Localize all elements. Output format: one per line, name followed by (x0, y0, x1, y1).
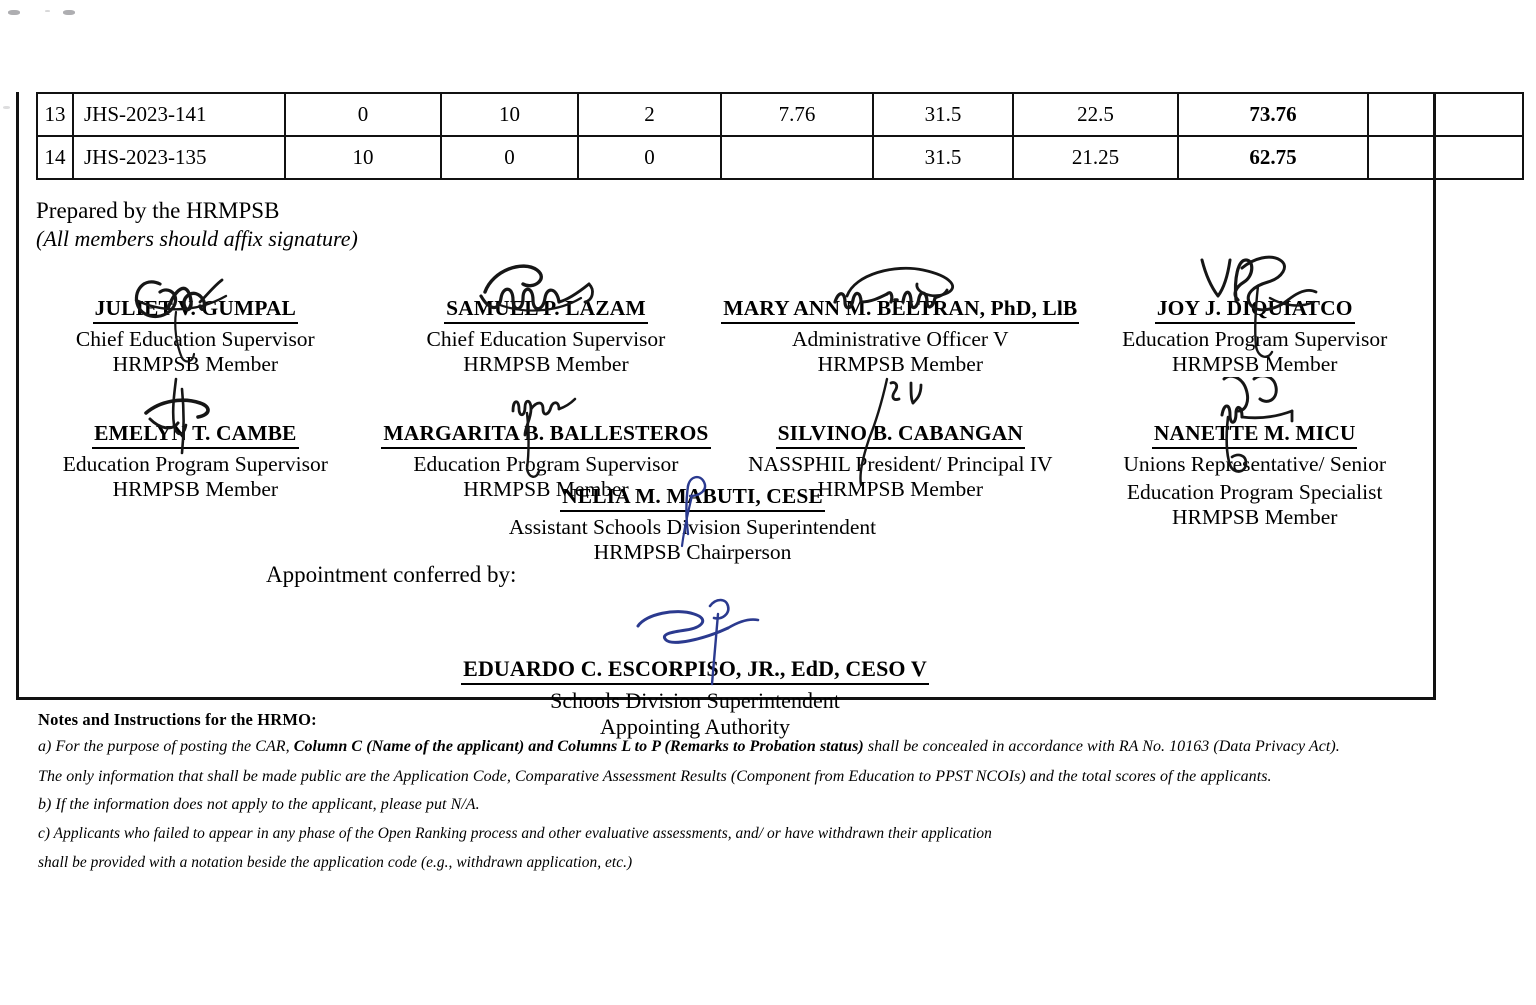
chairperson-title: Assistant Schools Division Superintendent (508, 515, 877, 539)
cell-score-3: 0 (578, 136, 721, 179)
prepared-by-line: Prepared by the HRMPSB (36, 198, 280, 223)
authority-name: EDUARDO C. ESCORPISO, JR., EdD, CESO V (461, 656, 929, 685)
signatory-juliet-v-gumpal (20, 262, 371, 377)
scan-artifact (3, 106, 10, 109)
signatory-role: HRMPSB Member (1171, 351, 1338, 376)
signatory-name: MARGARITA B. BALLESTEROS (381, 421, 710, 449)
authority-role: Appointing Authority (599, 713, 791, 739)
signatory-role: HRMPSB Member (817, 476, 984, 501)
signatory-name: SILVINO B. CABANGAN (776, 421, 1025, 449)
signatory-name: EMELYN T. CAMBE (92, 421, 298, 449)
signatory-title: NASSPHIL President/ Principal IV (748, 451, 1053, 476)
signatory-eduardo-c-escorpiso-jr (0, 622, 1390, 739)
table-row (37, 93, 1523, 136)
appointing-authority-block (0, 622, 1390, 739)
signatory-title: Education Program Supervisor (62, 451, 328, 476)
signatory-name: JULIET V. GUMPAL (93, 296, 298, 324)
notes-heading: Notes and Instructions for the HRMO: (38, 710, 317, 729)
note-a-prefix: a) For the purpose of posting the CAR, (38, 738, 294, 755)
note-item-c-second-line: shall be provided with a notation beside the application code (e.g., withdrawn application, etc.) (38, 853, 633, 871)
signatory-role: HRMPSB Member (817, 351, 984, 376)
cell-score-1: 0 (285, 93, 441, 136)
signatory-title: Education Program Supervisor (413, 451, 679, 476)
signatory-role: HRMPSB Member (463, 351, 629, 376)
chairperson-role: HRMPSB Chairperson (593, 539, 792, 564)
signatory-title-second-line: Education Program Specialist (1126, 479, 1383, 504)
signatory-role: HRMPSB Member (112, 476, 279, 501)
signatory-title: Chief Education Supervisor (426, 327, 666, 351)
note-item-a-second-line: The only information that shall be made public are the Application Code, Comparative Assessment Results (Component from Education to PPST NCOIs) and the total scores of the applicants. (38, 767, 1272, 785)
table-row (37, 136, 1523, 179)
note-item-a (38, 738, 1458, 756)
signatory-role: HRMPSB Member (463, 476, 629, 501)
cell-score-6: 22.5 (1013, 93, 1178, 136)
prepared-by-block (36, 196, 358, 254)
appointment-conferred-label: Appointment conferred by: (266, 562, 517, 587)
signatory-role: HRMPSB Member (1171, 504, 1338, 529)
signatory-role: HRMPSB Member (112, 351, 279, 376)
chairperson-name: NELIA M. MABUTI, CESE (560, 484, 825, 512)
cell-score-2: 10 (441, 93, 578, 136)
assessment-results-table (36, 92, 1524, 180)
cell-score-4: 7.76 (721, 93, 873, 136)
signatory-name: NANETTE M. MICU (1152, 421, 1358, 449)
cell-application-code: JHS-2023-135 (73, 136, 285, 179)
cell-application-code: JHS-2023-141 (73, 93, 285, 136)
note-item-b: b) If the information does not apply to the applicant, please put N/A. (38, 796, 480, 814)
scan-artifact (8, 10, 20, 15)
cell-row-number: 14 (37, 136, 73, 179)
cell-remarks (1368, 93, 1523, 136)
signatory-title: Administrative Officer V (792, 327, 1009, 351)
scan-artifact (63, 10, 75, 15)
cell-remarks (1368, 136, 1523, 179)
signatory-title: Education Program Supervisor (1122, 327, 1388, 351)
signatory-mary-ann-m-beltran (721, 262, 1079, 377)
note-a-suffix: shall be concealed in accordance with RA No. 10163 (Data Privacy Act). (863, 738, 1340, 755)
signatory-joy-j-diquiatco (1079, 262, 1430, 377)
cell-score-5: 31.5 (873, 93, 1013, 136)
authority-title: Schools Division Superintendent (550, 688, 840, 713)
cell-score-6: 21.25 (1013, 136, 1178, 179)
signatory-name: SAMUEL P. LAZAM (444, 296, 648, 324)
signatory-title: Unions Representative/ Senior (1123, 451, 1387, 476)
cell-score-3: 2 (578, 93, 721, 136)
cell-score-4 (721, 136, 873, 179)
signatory-samuel-p-lazam (371, 262, 722, 377)
signatory-title: Chief Education Supervisor (75, 327, 315, 351)
cell-row-number: 13 (37, 93, 73, 136)
scan-artifact (45, 10, 50, 12)
signatory-name: JOY J. DIQUIATCO (1155, 296, 1355, 324)
signatory-name: MARY ANN M. BELTRAN, PhD, LlB (721, 296, 1079, 324)
note-a-emphasis: Column C (Name of the applicant) and Columns L to P (Remarks to Probation status) (293, 738, 864, 755)
cell-score-5: 31.5 (873, 136, 1013, 179)
affix-signature-note: (All members should affix signature) (36, 226, 358, 252)
cell-score-2: 0 (441, 136, 578, 179)
cell-total-score: 62.75 (1178, 136, 1368, 179)
note-item-c: c) Applicants who failed to appear in any phase of the Open Ranking process and other evaluative assessments, and/ or have withdrawn their application (38, 824, 992, 842)
signatory-nanette-m-micu (1079, 387, 1430, 530)
cell-total-score: 73.76 (1178, 93, 1368, 136)
cell-score-1: 10 (285, 136, 441, 179)
